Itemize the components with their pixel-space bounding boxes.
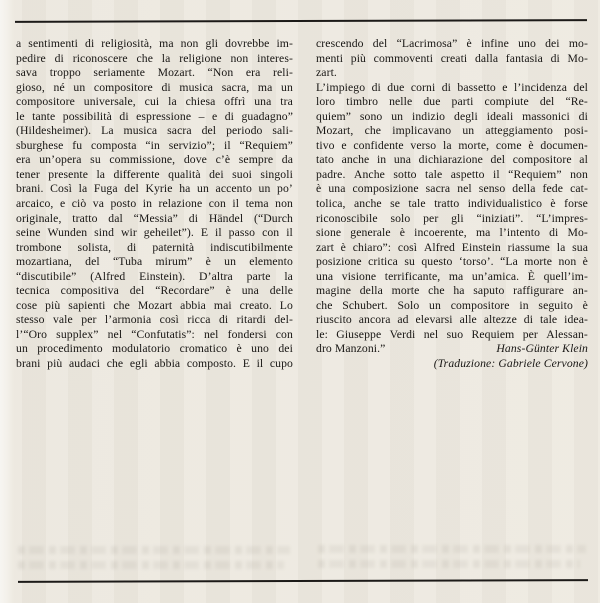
text-line [316,342,588,357]
text-line: zart. [316,66,337,80]
text-line: padre. Anche sotto tale aspetto il “Requiem” non [316,167,588,181]
text-line: (Hildesheimer). La musica sacra del periodo sali- [16,124,293,138]
text-line: quiem” sono un indizio degli ideali massonici di [316,109,588,123]
text-line: “discutibile” (Alfred Einstein). D’altra parte la [16,269,293,283]
text-line: menti più commoventi creati dalla fantasia di Mo- [316,51,588,65]
text-line: crescendo del “Lacrimosa” è infine uno dei mo- [316,37,588,50]
top-rule [15,19,587,23]
text-line: sburghese fu composta “in servizio”; il “Requiem” [16,138,293,152]
text-line: una visione terrificante, ma un’amica. È quell’im- [316,269,588,283]
text-line: originale, tratto dal “Messia” di Händel (“Durch [16,211,293,225]
bleed-through-text [18,561,284,569]
bleed-through-text [318,560,580,568]
text-line: sava troppo seriamente Mozart. “Non era reli- [16,66,293,80]
text-line: arcaico, e ciò va posto in relazione con il tema non [16,197,293,211]
translation-credit: (Traduzione: Gabriele Cervone) [433,357,588,371]
right-column [316,37,588,372]
text-line: che Schubert. Solo un compositore in seguito è [316,298,588,312]
text-line: mozartiana, del “Tuba mirum” è un elemento [16,255,293,269]
text-line: gioso, né un compositore di musica sacra, ma un [16,80,293,94]
text-line: l’“Oro supplex” nel “Confutatis”: nel fondersi con [16,327,293,341]
text-line: riuscito ancora ad elevarsi alle altezze di tale idea- [316,313,588,327]
text-line: posizione critica su questo ‘torso’. “La morte non è [316,255,588,269]
text-line: tivo e confidente verso la morte, come è documen- [316,138,588,152]
article-text [16,37,588,372]
text-line: tecnica compositiva del “Recordare” è una delle [16,284,293,298]
text-line: zart è chiaro”: così Alfred Einstein riassume la sua [316,240,588,254]
text-line: le: Giuseppe Verdi nel suo Requiem per Alessan- [316,327,588,341]
text-line: pedire di riconoscere che la religione non interes- [16,51,293,65]
text-line: tolica, anche se tale tratto individualistico è forse [316,197,588,211]
text-line: tato anche in una dichiarazione del compositore al [316,153,588,167]
text-line: le tante possibilità di espressione – e di guadagno” [16,109,293,123]
bleed-through-text [318,545,586,553]
text-line: compositore universale, cui la chiesa offrì una tra [16,95,293,109]
text-line: L’impiego di due corni di bassetto e l’incidenza del [316,80,588,94]
left-column [16,37,293,372]
text-line: tener presente la differente qualità dei suoi singoli [16,167,293,181]
text-line: un procedimento modulatorio cromatico è uno dei [16,342,293,356]
text-line: magine della morte che ha saputo raffigurare an- [316,284,588,298]
text-line: brani più audaci che egli abbia composto. E il cupo [16,357,293,371]
text-line: seine Wunden sind wir geheilet”). E il passo con il [16,226,293,240]
author-credit: Hans-Günter Klein [496,342,588,356]
text-line: brani. Così la Fuga del Kyrie ha un accento un po’ [16,182,293,196]
text-line: Mozart, che implicavano un atteggiamento posi- [316,124,588,138]
text-line: trombone solista, di paternità indiscutibilmente [16,240,293,254]
text-line: era un’opera su commissione, dove c’è sempre da [16,153,293,167]
bottom-rule [18,579,588,583]
text-line: sione generale è incoerente, ma l’intento di Mo- [316,226,588,240]
text-line: riconoscibile solo per gli “iniziati”. “L’impres- [316,211,588,225]
bleed-through-text [18,546,290,554]
text-line: a sentimenti di religiosità, ma non gli dovrebbe im- [16,37,293,50]
text-line: cose più sapienti che Mozart abbia mai creato. Lo [16,298,293,312]
text-line: loro timbro nelle due parti compiute del “Re- [316,95,588,109]
closing-text: dro Manzoni.” [316,342,386,356]
text-line: stesso vale per l’armonia così ricca di ritardi del- [16,313,293,327]
text-line: è una composizione sacra nel senso della fede cat- [316,182,588,196]
